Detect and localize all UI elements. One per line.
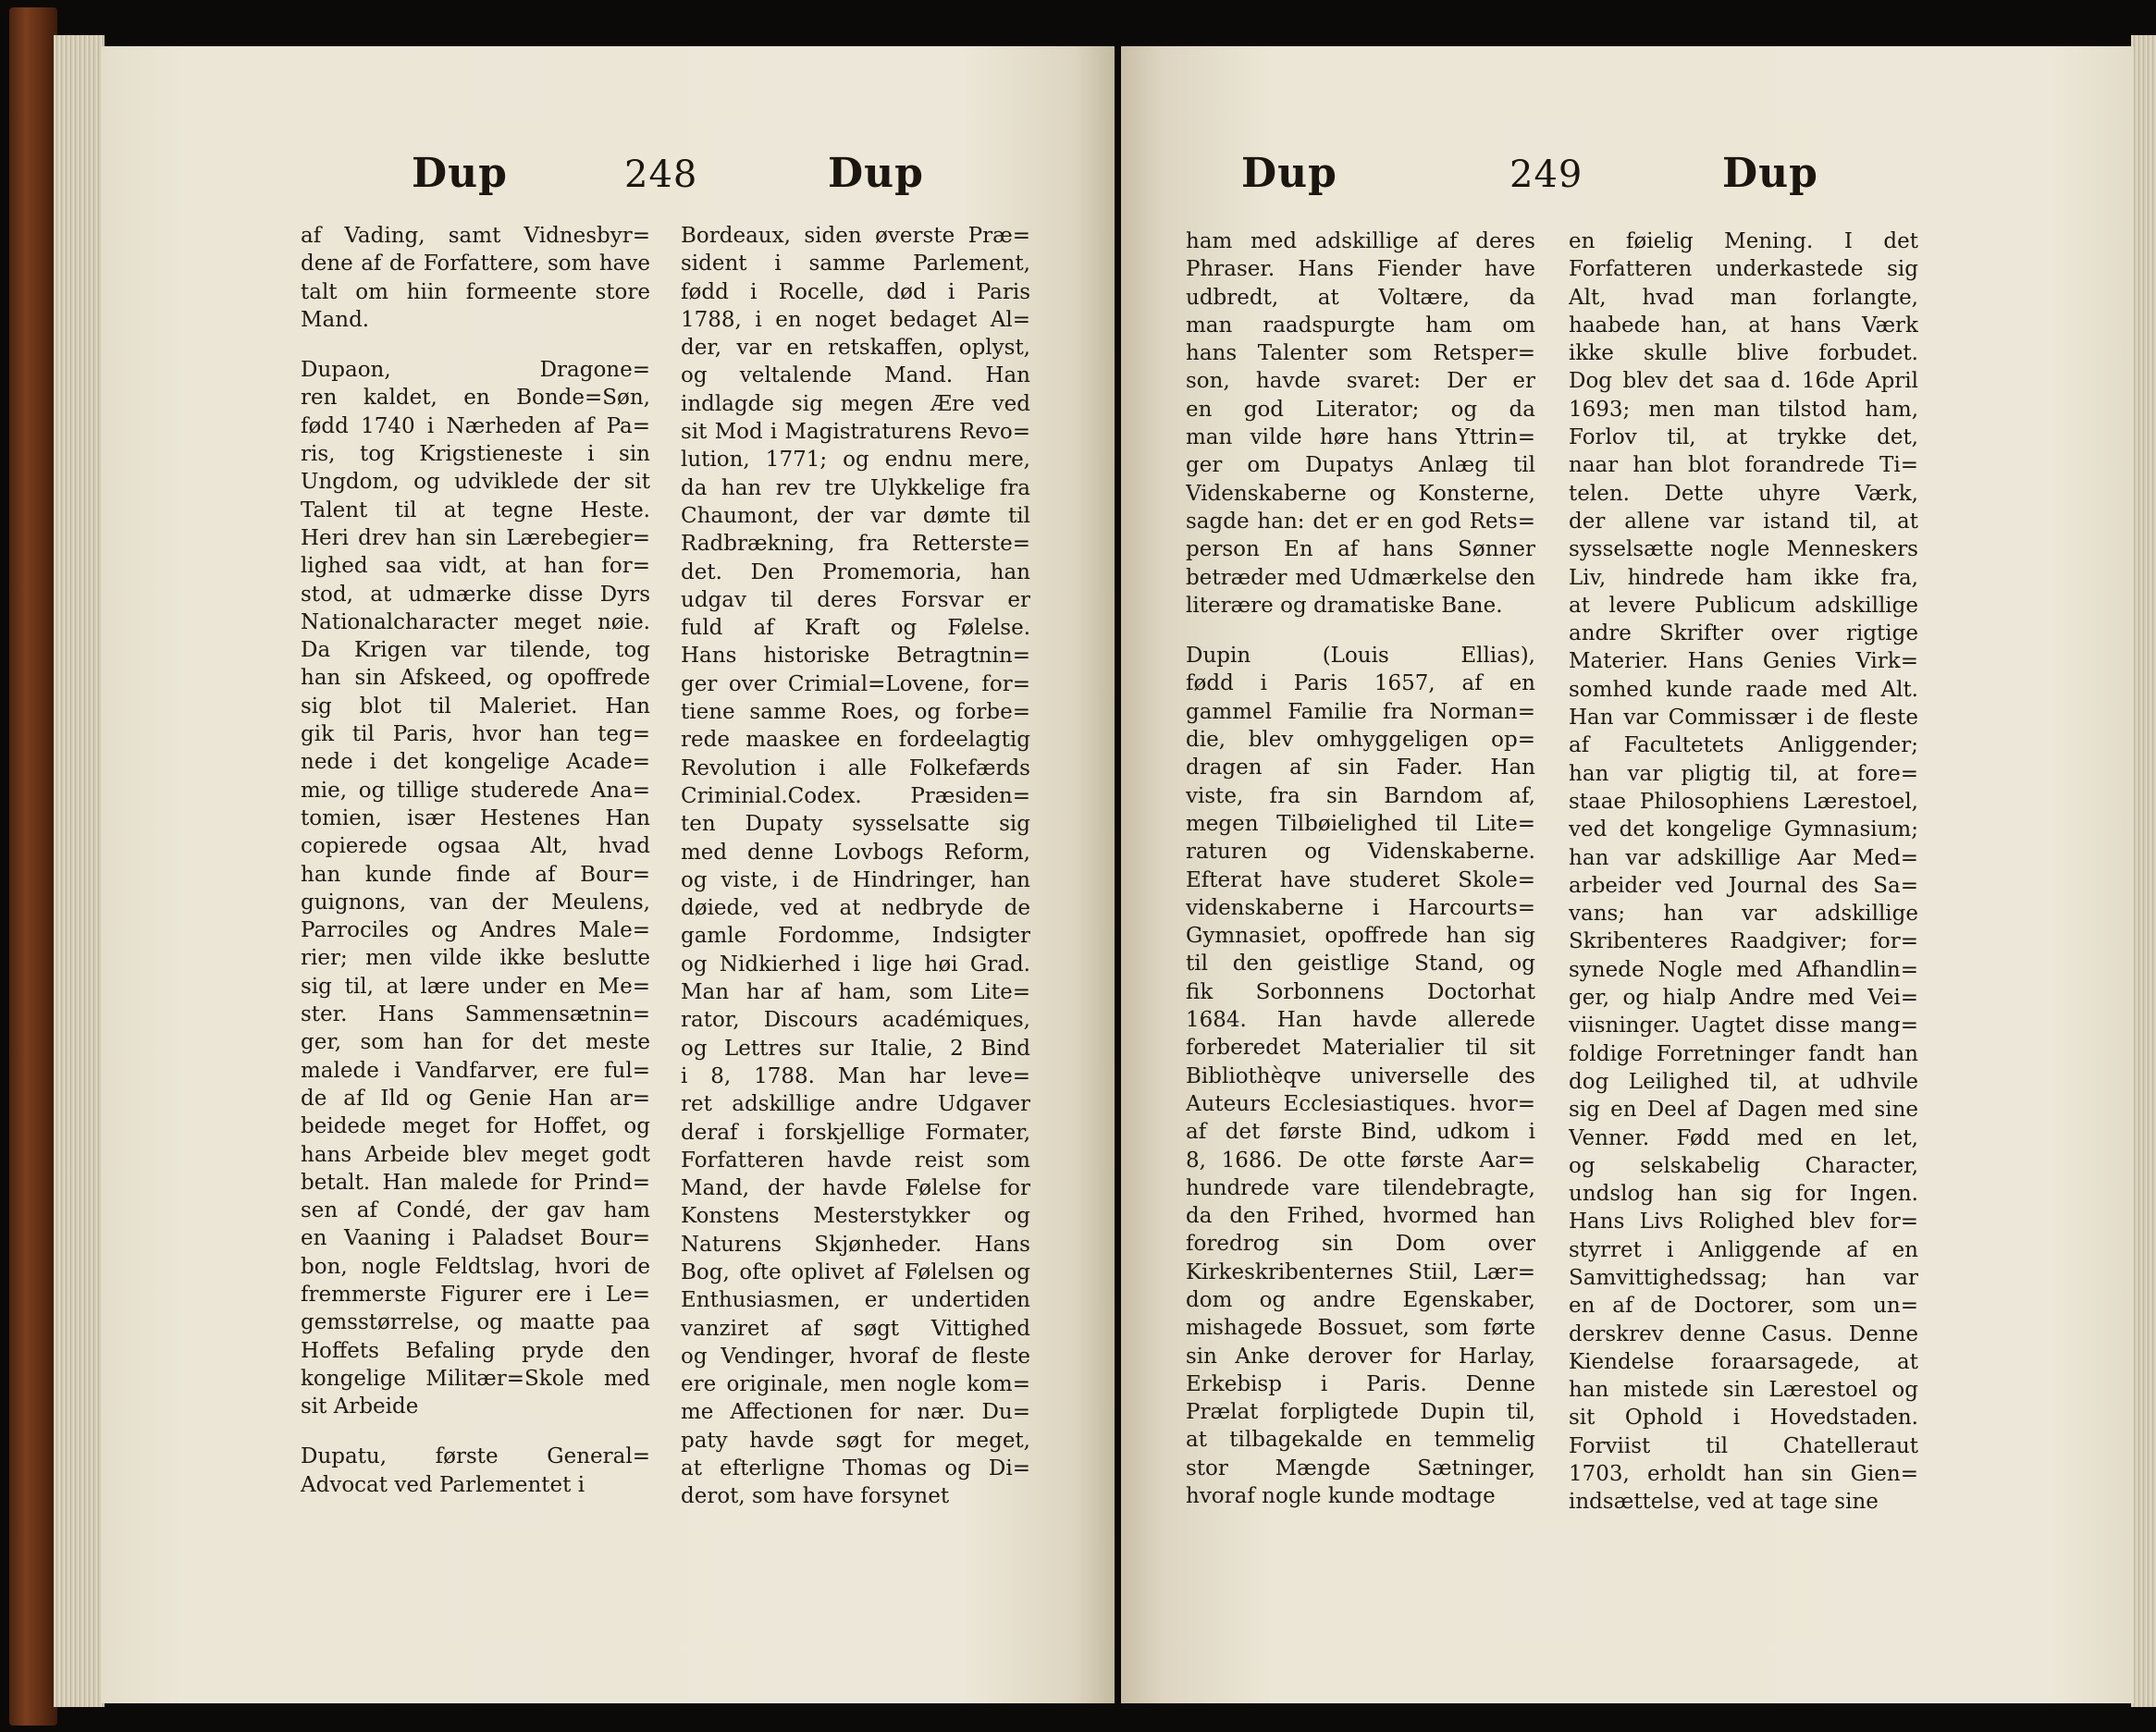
right-page-column-2 [1569,227,1918,1517]
page-edges [54,35,105,1707]
text-line: viisninger. Uagtet disse mang= [1569,1013,1918,1038]
text-line: man raadspurgte ham om [1186,313,1535,338]
text-line: ren kaldet, en Bonde=Søn, [301,386,650,411]
text-line: Man har af ham, som Lite= [681,980,1030,1005]
text-line: sit Arbeide [301,1394,419,1419]
text-line: Ungdom, og udviklede der sit [301,470,650,495]
text-line: indlagde sig megen Ære ved [681,391,1030,416]
text-line: da han rev tre Ulykkelige fra [681,475,1030,500]
text-line: de af Ild og Genie Han ar= [301,1086,650,1111]
text-line: deraf i forskjellige Formater, [681,1120,1030,1145]
text-line: Da Krigen var tilende, tog [301,638,650,663]
text-line: ger over Crimial=Lovene, for= [681,671,1030,696]
text-line: fødd 1740 i Nærheden af Pa= [301,413,650,438]
right-page-block [1121,7,2156,1726]
left-page-column-2 [681,222,1030,1511]
text-line: Venner. Fødd med en let, [1569,1125,1918,1150]
text-line: og Lettres sur Italie, 2 Bind [681,1036,1030,1061]
text-line: en føielig Mening. I det [1569,229,1918,253]
text-line: lighed saa vidt, at han for= [301,554,650,579]
text-line: Hans historiske Betragtnin= [681,644,1030,669]
text-line: hvoraf nogle kunde modtage [1186,1484,1496,1509]
text-line: Chaumont, der var dømte til [681,503,1030,528]
text-line: Enthusiasmen, er undertiden [681,1288,1030,1313]
text-line: en god Literator; og da [1186,397,1535,422]
text-line: og viste, i de Hindringer, han [681,867,1030,892]
text-line: der, var en retskaffen, oplyst, [681,336,1030,361]
text-line: derot, som have forsynet [681,1484,950,1509]
text-line: af Facultetets Anliggender; [1569,733,1918,758]
left-page-block [9,7,1115,1726]
text-line: Forfatteren underkastede sig [1569,257,1918,282]
text-line: paty havde søgt for meget, [681,1428,1030,1453]
text-line: vans; han var adskillige [1569,902,1918,927]
text-line: guignons, van der Meulens, [301,890,650,915]
text-line: sig en Deel af Dagen med sine [1569,1098,1918,1123]
left-page [102,46,1115,1703]
text-line: Kiendelse foraarsagede, at [1569,1349,1918,1374]
text-line: han var pligtig til, at fore= [1569,761,1918,786]
text-line: at levere Publicum adskillige [1569,593,1918,618]
text-line: Forlov til, at trykke det, [1569,425,1918,450]
text-line: Dupin (Louis Ellias), [1186,644,1535,669]
text-line: sit Ophold i Hovedstaden. [1569,1406,1918,1431]
text-line: Prælat forpligtede Dupin til, [1186,1400,1535,1425]
text-line: Heri drev han sin Lærebegier= [301,525,650,550]
text-line: ger, som han for det meste [301,1030,650,1055]
text-line: en af de Doctorer, som un= [1569,1294,1918,1319]
text-line: Kirkeskribenternes Stiil, Lær= [1186,1259,1535,1284]
text-line: han mistede sin Lærestoel og [1569,1378,1918,1403]
text-line: sen af Condé, der gav ham [301,1198,650,1223]
text-line: sagde han: det er en god Rets= [1186,509,1535,534]
text-line: somhed kunde raade med Alt. [1569,677,1918,702]
running-head-right: Dup [1722,150,1818,197]
text-line: Samvittighedssag; han var [1569,1265,1918,1290]
text-line: foredrog sin Dom over [1186,1232,1535,1257]
text-line: Naturens Skjønheder. Hans [681,1232,1030,1257]
text-line: da den Frihed, hvormed han [1186,1204,1535,1229]
text-line: og Nidkierhed i lige høi Grad. [681,952,1030,977]
text-line: stor Mængde Sætninger, [1186,1456,1535,1480]
text-line: Dog blev det saa d. 16de April [1569,369,1918,394]
text-line: betræder med Udmærkelse den [1186,565,1535,590]
text-line: fødd i Paris 1657, af en [1186,671,1535,696]
text-line: gammel Familie fra Norman= [1186,699,1535,724]
text-line: udgav til deres Forsvar er [681,587,1030,612]
book-cover-edge [9,7,57,1726]
text-line: Mand, der havde Følelse for [681,1176,1030,1201]
text-line: fuld af Kraft og Følelse. [681,616,1030,641]
text-line: han sin Afskeed, og opoffrede [301,666,650,691]
text-line: ikke skulle blive forbudet. [1569,341,1918,366]
text-line: bon, nogle Feldtslag, hvori de [301,1254,650,1279]
text-line: ham med adskillige af deres [1186,229,1535,253]
text-line: beidede meget for Hoffet, og [301,1114,650,1139]
text-line: til den geistlige Stand, og [1186,952,1535,977]
right-page-column-1 [1186,227,1535,1510]
text-line: Bibliothèqve universelle des [1186,1063,1535,1088]
text-line: udbredt, at Voltære, da [1186,285,1535,310]
text-line: Revolution i alle Folkefærds [681,755,1030,780]
text-line: naar han blot forandrede Ti= [1569,453,1918,478]
text-line: haabede han, at hans Værk [1569,313,1918,338]
text-line: af Vading, samt Vidnesbyr= [301,224,650,248]
text-line: ved det kongelige Gymnasium; [1569,817,1918,842]
text-line: 1703, erholdt han sin Gien= [1569,1462,1918,1487]
text-line: Auteurs Ecclesiastiques. hvor= [1186,1091,1535,1116]
text-line: Hans Livs Rolighed blev for= [1569,1210,1918,1235]
text-line: 8, 1686. De otte første Aar= [1186,1148,1535,1173]
text-line: Nationalcharacter meget nøie. [301,609,650,634]
text-line: styrret i Anliggende af en [1569,1237,1918,1262]
text-line: Konstens Mesterstykker og [681,1204,1030,1229]
left-page-column-1 [301,222,650,1499]
text-line: i 8, 1788. Man har leve= [681,1063,1030,1088]
text-line: mie, og tillige studerede Ana= [301,778,650,803]
text-line: staae Philosophiens Lærestoel, [1569,789,1918,814]
text-line: dog Leilighed til, at udhvile [1569,1069,1918,1094]
text-line: Gymnasiet, opoffrede han sig [1186,924,1535,949]
paragraph-gap [1186,620,1535,642]
text-line: hans Talenter som Retsper= [1186,341,1535,366]
text-line: fremmerste Figurer ere i Le= [301,1282,650,1307]
text-line: og selskabelig Character, [1569,1153,1918,1178]
text-line: gemsstørrelse, og maatte paa [301,1310,650,1335]
text-line: arbeider ved Journal des Sa= [1569,873,1918,898]
text-line: rator, Discours académiques, [681,1008,1030,1033]
text-line: videnskaberne i Harcourts= [1186,895,1535,920]
text-line: malede i Vandfarver, ere ful= [301,1058,650,1083]
text-line: lution, 1771; og endnu mere, [681,448,1030,473]
text-line: hundrede vare tilendebragte, [1186,1175,1535,1200]
text-line: synede Nogle med Afhandlin= [1569,957,1918,982]
running-head-left: Dup [1241,150,1337,197]
page-number: 249 [1509,154,1583,196]
text-line: andre Skrifter over rigtige [1569,621,1918,646]
text-line: dene af de Forfattere, som have [301,252,650,276]
text-line: han var adskillige Aar Med= [1569,845,1918,870]
text-line: literære og dramatiske Bane. [1186,593,1503,618]
text-line: indsættelse, ved at tage sine [1569,1490,1879,1515]
text-line: dom og andre Egenskaber, [1186,1287,1535,1312]
text-line: sig til, at lære under en Me= [301,974,650,999]
text-line: man vilde høre hans Yttrin= [1186,425,1535,450]
text-line: ger om Dupatys Anlæg til [1186,453,1535,478]
text-line: ger, og hialp Andre med Vei= [1569,986,1918,1011]
text-line: mishagede Bossuet, som førte [1186,1316,1535,1341]
left-page-header [102,150,1115,220]
text-line: Forviist til Chatelleraut [1569,1433,1918,1458]
text-line: undslog han sig for Ingen. [1569,1182,1918,1207]
text-line: son, havde svaret: Der er [1186,369,1535,394]
text-line: Advocat ved Parlementet i [301,1472,585,1497]
text-line: ten Dupaty sysselsatte sig [681,812,1030,837]
text-line: ere originale, men nogle kom= [681,1372,1030,1397]
running-head-right: Dup [828,150,924,197]
text-line: foldige Forretninger fandt han [1569,1041,1918,1066]
text-line: 1788, i en noget bedaget Al= [681,307,1030,332]
text-line: sit Mod i Magistraturens Revo= [681,420,1030,445]
text-line: og Vendinger, hvoraf de fleste [681,1344,1030,1369]
text-line: megen Tilbøielighed til Lite= [1186,811,1535,836]
text-line: Radbrækning, fra Retterste= [681,532,1030,557]
text-line: Mand. [301,307,370,332]
paragraph-gap [301,1420,650,1443]
text-line: sig blot til Maleriet. Han [301,694,650,719]
text-line: af det første Bind, udkom i [1186,1120,1535,1145]
text-line: rier; men vilde ikke beslutte [301,946,650,971]
text-line: Efterat have studeret Skole= [1186,867,1535,892]
text-line: der allene var istand til, at [1569,509,1918,534]
text-line: sysselsætte nogle Menneskers [1569,537,1918,562]
text-line: Dupaon, Dragone= [301,358,650,383]
text-line: stod, at udmærke disse Dyrs [301,582,650,607]
text-line: Bordeaux, siden øverste Præ= [681,224,1030,248]
text-line: die, blev omhyggeligen op= [1186,728,1535,753]
text-line: 1684. Han havde allerede [1186,1008,1535,1033]
text-line: betalt. Han malede for Prind= [301,1170,650,1195]
text-line: Talent til at tegne Heste. [301,497,650,522]
text-line: Videnskaberne og Konsterne, [1186,481,1535,506]
text-line: Bog, ofte oplivet af Følelsen og [681,1259,1030,1284]
text-line: Alt, hvad man forlangte, [1569,285,1918,310]
paragraph-gap [301,334,650,356]
page-number: 248 [624,154,698,196]
running-head-left: Dup [412,150,508,197]
text-line: vanziret af søgt Vittighed [681,1316,1030,1341]
text-line: viste, fra sin Barndom af, [1186,783,1535,808]
text-line: at efterligne Thomas og Di= [681,1456,1030,1481]
text-line: raturen og Videnskaberne. [1186,840,1535,865]
right-page-header [1121,150,2134,220]
text-line: hans Arbeide blev meget godt [301,1142,650,1167]
text-line: Han var Commissær i de fleste [1569,706,1918,731]
text-line: telen. Dette uhyre Værk, [1569,481,1918,506]
text-line: nede i det kongelige Acade= [301,750,650,775]
text-line: me Affectionen for nær. Du= [681,1400,1030,1425]
text-line: sin Anke derover for Harlay, [1186,1344,1535,1369]
text-line: fødd i Rocelle, død i Paris [681,279,1030,304]
text-line: Liv, hindrede ham ikke fra, [1569,565,1918,590]
text-line: med denne Lovbogs Reform, [681,840,1030,865]
text-line: en Vaaning i Paladset Bour= [301,1226,650,1251]
text-line: døiede, ved at nedbryde de [681,896,1030,921]
text-line: Criminial.Codex. Præsiden= [681,783,1030,808]
text-line: rede maaskee en fordeelagtig [681,728,1030,753]
text-line: at tilbagekalde en temmelig [1186,1428,1535,1453]
text-line: han kunde finde af Bour= [301,862,650,887]
text-line: forberedet Materialier til sit [1186,1036,1535,1061]
text-line: ris, tog Krigstieneste i sin [301,442,650,467]
text-line: talt om hiin formeente store [301,279,650,304]
text-line: Forfatteren havde reist som [681,1148,1030,1173]
text-line: dragen af sin Fader. Han [1186,755,1535,780]
text-line: Parrociles og Andres Male= [301,918,650,943]
text-line: tiene samme Roes, og forbe= [681,700,1030,725]
text-line: ster. Hans Sammensætnin= [301,1002,650,1027]
text-line: Skribenteres Raadgiver; for= [1569,929,1918,954]
text-line: kongelige Militær=Skole med [301,1366,650,1391]
text-line: Phraser. Hans Fiender have [1186,257,1535,282]
right-page [1121,46,2134,1703]
text-line: derskrev denne Casus. Denne [1569,1321,1918,1346]
text-line: gik til Paris, hvor han teg= [301,722,650,747]
text-line: copierede ogsaa Alt, hvad [301,834,650,859]
text-line: Hoffets Befaling pryde den [301,1338,650,1363]
text-line: gamle Fordomme, Indsigter [681,924,1030,949]
text-line: Materier. Hans Genies Virk= [1569,649,1918,674]
text-line: fik Sorbonnens Doctorhat [1186,979,1535,1004]
text-line: det. Den Promemoria, han [681,559,1030,584]
text-line: Dupatu, første General= [301,1444,650,1469]
text-line: Erkebisp i Paris. Denne [1186,1371,1535,1396]
text-line: 1693; men man tilstod ham, [1569,397,1918,422]
text-line: tomien, især Hestenes Han [301,805,650,830]
text-line: og veltalende Mand. Han [681,363,1030,388]
text-line: sident i samme Parlement, [681,252,1030,276]
page-edges [2131,35,2156,1707]
text-line: person En af hans Sønner [1186,537,1535,562]
text-line: ret adskillige andre Udgaver [681,1092,1030,1117]
